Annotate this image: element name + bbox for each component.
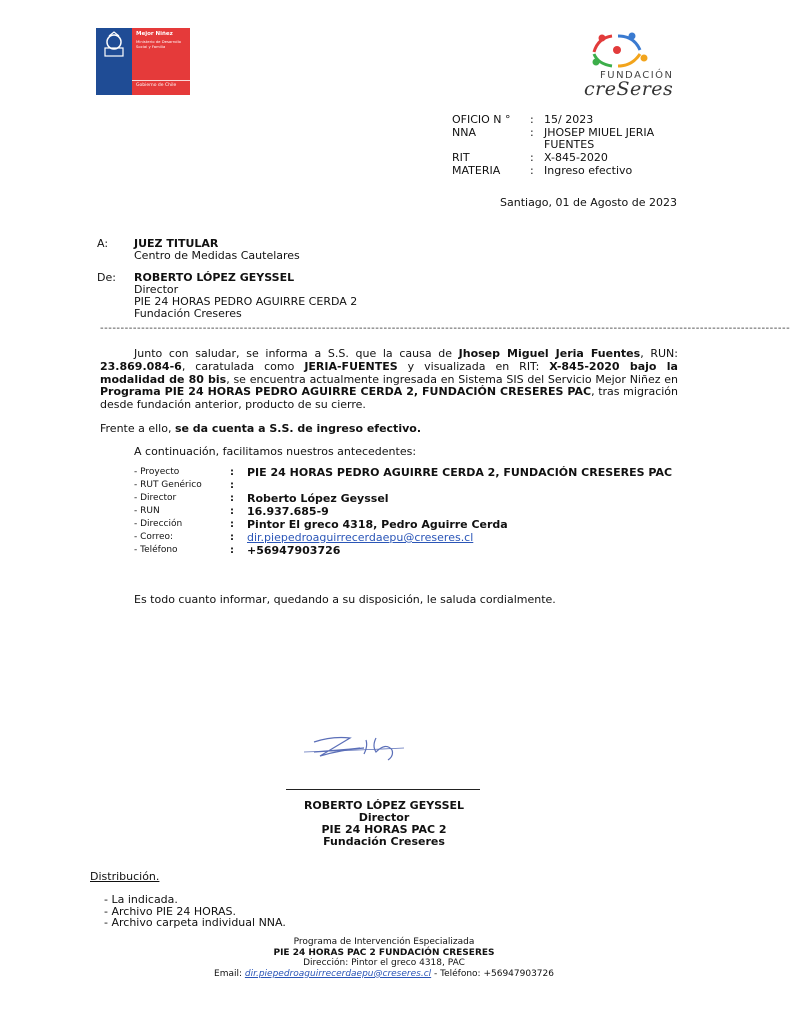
signer-name: ROBERTO LÓPEZ GEYSSEL bbox=[303, 799, 465, 812]
antecedente-key: - Director bbox=[134, 493, 177, 503]
child-run: 23.869.084-6 bbox=[100, 359, 182, 373]
meta-sep: : bbox=[530, 113, 534, 126]
sender-title: Director bbox=[134, 283, 179, 296]
text-run: , se encuentra actualmente ingresada en Sistema SIS del Servicio Mejor Niñez en bbox=[226, 372, 678, 386]
meta-sep: : bbox=[530, 126, 534, 139]
antecedentes-list bbox=[134, 466, 672, 557]
creseres-logo bbox=[560, 28, 690, 100]
body-paragraph-1 bbox=[100, 348, 678, 412]
signer-program: PIE 24 HORAS PAC 2 bbox=[321, 823, 447, 836]
people-circle-icon bbox=[582, 28, 652, 70]
antecedente-row bbox=[134, 505, 672, 518]
meta-sep: : bbox=[530, 151, 534, 164]
text-run: , caratulada como bbox=[181, 359, 305, 373]
text-run: , RUN: bbox=[640, 347, 678, 360]
antecedente-value: +56947903726 bbox=[247, 544, 341, 557]
meta-key: MATERIA bbox=[452, 164, 501, 177]
rit-modality: X-845-2020 bajo la modalidad de 80 bis bbox=[100, 359, 678, 386]
sender-label: De: bbox=[97, 271, 116, 284]
gobierno-logo-blue bbox=[96, 28, 132, 95]
footer-phone: - Teléfono: +56947903726 bbox=[431, 968, 554, 979]
gobierno-logo-divider bbox=[132, 80, 190, 81]
case-caption: JERIA-FUENTES bbox=[304, 359, 398, 373]
recipient-label: A: bbox=[97, 237, 109, 250]
distribution-item: - La indicada. bbox=[104, 893, 178, 906]
meta-row bbox=[452, 127, 692, 151]
meta-key: OFICIO N ° bbox=[452, 113, 511, 126]
recipient-org: Centro de Medidas Cautelares bbox=[134, 249, 300, 262]
meta-row bbox=[452, 165, 692, 177]
email-link[interactable]: dir.piepedroaguirrecerdaepu@creseres.cl bbox=[247, 531, 474, 544]
antecedente-key: - Proyecto bbox=[134, 467, 180, 477]
footer-contact bbox=[170, 969, 598, 980]
distribution-title: Distribución. bbox=[90, 870, 160, 883]
emblem-icon bbox=[96, 28, 132, 68]
child-name: Jhosep Miguel Jeria Fuentes bbox=[458, 347, 641, 360]
signature-line bbox=[286, 789, 480, 790]
antecedente-row bbox=[134, 544, 672, 557]
antecedente-row bbox=[134, 492, 672, 505]
distribution-item: - Archivo PIE 24 HORAS. bbox=[104, 904, 237, 918]
antecedente-sep: : bbox=[230, 467, 234, 478]
footer-email-link[interactable]: dir.piepedroaguirrecerdaepu@creseres.cl bbox=[244, 968, 432, 979]
document-date: Santiago, 01 de Agosto de 2023 bbox=[500, 196, 677, 209]
oficio-metadata bbox=[452, 114, 692, 178]
gobierno-logo-title: Mejor Niñez bbox=[136, 31, 173, 37]
creseres-logo-name: creSeres bbox=[584, 78, 674, 100]
meta-value: X-845-2020 bbox=[544, 151, 608, 164]
antecedente-key: - Correo: bbox=[134, 532, 174, 542]
creseres-logo-fundacion: FUNDACIÓN bbox=[600, 70, 674, 81]
signer-org: Fundación Creseres bbox=[323, 835, 445, 848]
antecedente-value: PIE 24 HORAS PEDRO AGUIRRE CERDA 2, FUNDACIÓN CRESERES PAC bbox=[247, 466, 673, 479]
sender-org: Fundación Creseres bbox=[134, 307, 242, 320]
antecedente-value: Pintor El greco 4318, Pedro Aguirre Cerda bbox=[247, 518, 508, 531]
antecedente-value: 16.937.685-9 bbox=[247, 505, 329, 518]
antecedente-row bbox=[134, 466, 672, 479]
meta-value: 15/ 2023 bbox=[544, 113, 594, 126]
distribution-item: - Archivo carpeta individual NNA. bbox=[104, 916, 286, 929]
meta-key: NNA bbox=[452, 126, 476, 139]
antecedente-row bbox=[134, 531, 672, 544]
recipient-name: JUEZ TITULAR bbox=[134, 237, 219, 250]
antecedente-key: - Dirección bbox=[134, 519, 183, 529]
meta-row bbox=[452, 114, 692, 126]
program-name: Programa PIE 24 HORAS PEDRO AGUIRRE CERDA 2, FUNDACIÓN CRESERES PAC bbox=[100, 385, 592, 399]
text-run: Junto con saludar, se informa a S.S. que la causa de bbox=[134, 347, 459, 360]
handwritten-signature bbox=[284, 730, 434, 772]
antecedente-sep: : bbox=[230, 532, 234, 543]
antecedente-sep: : bbox=[230, 480, 234, 491]
antecedente-sep: : bbox=[230, 519, 234, 530]
meta-sep: : bbox=[530, 164, 534, 177]
meta-value: JHOSEP MIUEL JERIA FUENTES bbox=[544, 126, 655, 151]
antecedente-sep: : bbox=[230, 545, 234, 556]
ingreso-statement: se da cuenta a S.S. de ingreso efectivo. bbox=[174, 422, 421, 435]
signature-block bbox=[240, 800, 528, 848]
meta-value: Ingreso efectivo bbox=[544, 164, 633, 177]
text-run: , tras migración desde fundación anterior, producto de su cierre. bbox=[100, 385, 679, 412]
text-run: y visualizada en RIT: bbox=[397, 359, 550, 373]
text-run: Frente a ello, bbox=[100, 422, 175, 435]
meta-row bbox=[452, 152, 692, 164]
closing-text: Es todo cuanto informar, quedando a su disposición, le saluda cordialmente. bbox=[134, 593, 556, 606]
page-footer bbox=[170, 937, 598, 979]
divider-line: ------------------------------------------------------------------------------------------------------------------------------------------------------------------------ bbox=[100, 323, 790, 334]
footer-line-3: Dirección: Pintor el greco 4318, PAC bbox=[303, 958, 465, 969]
gobierno-logo-ministry: Ministerio de Desarrollo Social y Familia bbox=[136, 39, 181, 49]
antecedente-row bbox=[134, 518, 672, 531]
body-paragraph-3: A continuación, facilitamos nuestros antecedentes: bbox=[134, 445, 417, 458]
footer-line-1: Programa de Intervención Especializada bbox=[293, 937, 475, 947]
sender-name: ROBERTO LÓPEZ GEYSSEL bbox=[134, 271, 295, 284]
antecedente-key: - Teléfono bbox=[134, 545, 178, 555]
signer-title: Director bbox=[358, 811, 410, 824]
antecedente-sep: : bbox=[230, 493, 234, 504]
antecedente-row bbox=[134, 479, 672, 492]
gobierno-logo bbox=[96, 28, 190, 95]
antecedente-key: - RUT Genérico bbox=[134, 480, 202, 490]
antecedente-value: Roberto López Geyssel bbox=[247, 492, 389, 505]
gobierno-logo-footer: Gobierno de Chile bbox=[136, 83, 177, 88]
body-paragraph-2 bbox=[100, 423, 678, 436]
antecedente-sep: : bbox=[230, 506, 234, 517]
footer-email-label: Email: bbox=[214, 968, 245, 979]
antecedente-key: - RUN bbox=[134, 506, 160, 516]
meta-key: RIT bbox=[452, 151, 470, 164]
sender-program: PIE 24 HORAS PEDRO AGUIRRE CERDA 2 bbox=[134, 295, 358, 308]
distribution-list bbox=[104, 894, 286, 929]
footer-line-2: PIE 24 HORAS PAC 2 FUNDACIÓN CRESERES bbox=[273, 947, 495, 958]
